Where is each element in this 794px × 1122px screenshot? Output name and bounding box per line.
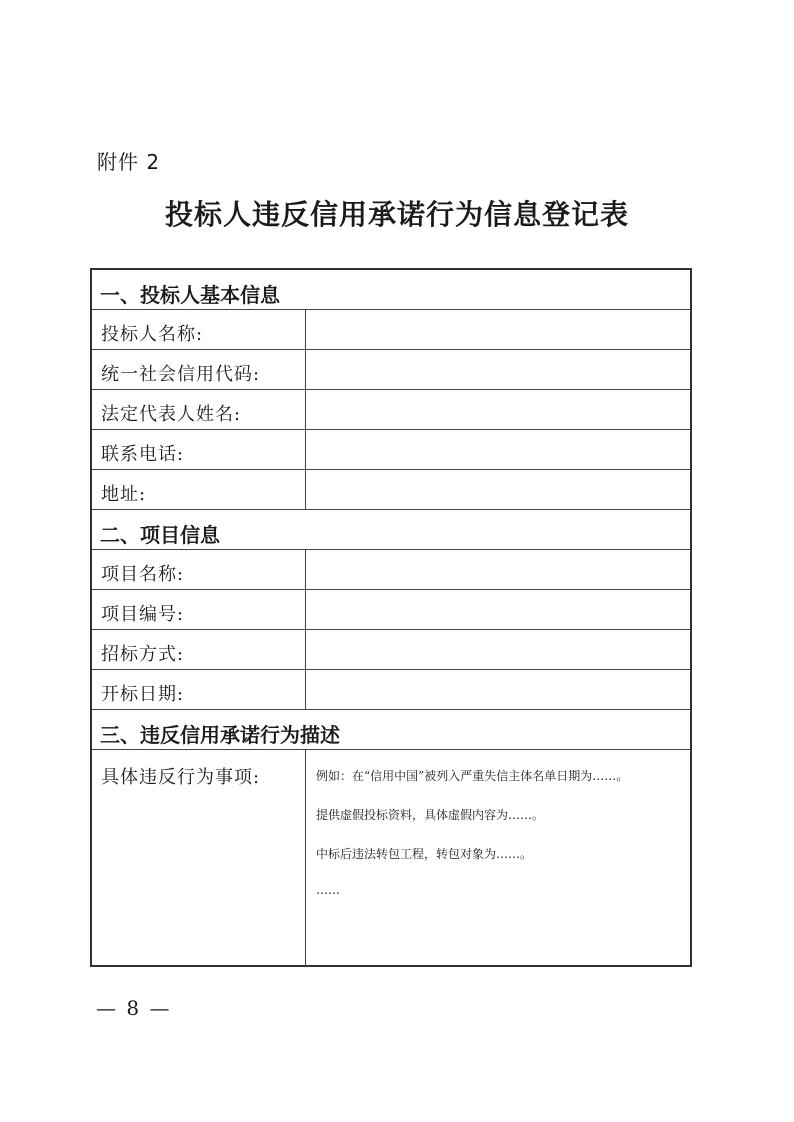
field-label: 具体违反行为事项: [101, 767, 261, 788]
project-name-field[interactable] [305, 550, 690, 589]
field-label: 项目名称: [101, 564, 185, 585]
section-heading: 一、投标人基本信息 [100, 283, 280, 307]
example-text: 提供虚假投标资料，具体虚假内容为……。 [316, 808, 545, 822]
section-heading: 三、违反信用承诺行为描述 [100, 723, 340, 747]
example-text: 中标后违法转包工程，转包对象为……。 [316, 847, 533, 861]
field-label: 法定代表人姓名: [101, 404, 242, 425]
bidder-name-field[interactable] [305, 310, 690, 349]
field-label: 联系电话: [101, 444, 185, 465]
legal-representative-field[interactable] [305, 390, 690, 429]
attachment-label: 附件 2 [97, 150, 161, 174]
form-row-project-name [92, 550, 690, 590]
form-row-bidder-name [92, 310, 690, 350]
field-label: 统一社会信用代码: [101, 364, 261, 385]
field-label: 招标方式: [101, 644, 185, 665]
section-header-project-info [92, 510, 690, 550]
credit-code-field[interactable] [305, 350, 690, 389]
form-row-tender-method [92, 630, 690, 670]
page-title: 投标人违反信用承诺行为信息登记表 [164, 198, 629, 231]
section-header-violation [92, 710, 690, 750]
form-row-project-number [92, 590, 690, 630]
address-field[interactable] [305, 470, 690, 509]
example-text: …… [316, 883, 340, 897]
section-heading: 二、项目信息 [100, 523, 220, 547]
form-row-credit-code [92, 350, 690, 390]
field-label: 项目编号: [101, 604, 185, 625]
form-row-legal-rep [92, 390, 690, 430]
registration-form-table [90, 268, 692, 967]
opening-date-field[interactable] [305, 670, 690, 709]
violation-description-field[interactable] [305, 750, 690, 967]
form-row-address [92, 470, 690, 510]
form-row-violation-details [92, 750, 690, 967]
field-label: 投标人名称: [101, 324, 204, 345]
phone-field[interactable] [305, 430, 690, 469]
field-label: 开标日期: [101, 684, 185, 705]
field-label: 地址: [101, 484, 147, 505]
project-number-field[interactable] [305, 590, 690, 629]
tender-method-field[interactable] [305, 630, 690, 669]
example-text: 例如：在“信用中国”被列入严重失信主体名单日期为……。 [316, 769, 629, 783]
form-row-opening-date [92, 670, 690, 710]
section-header-basic-info [92, 270, 690, 310]
form-row-phone [92, 430, 690, 470]
page-number: — 8 — [96, 996, 172, 1020]
